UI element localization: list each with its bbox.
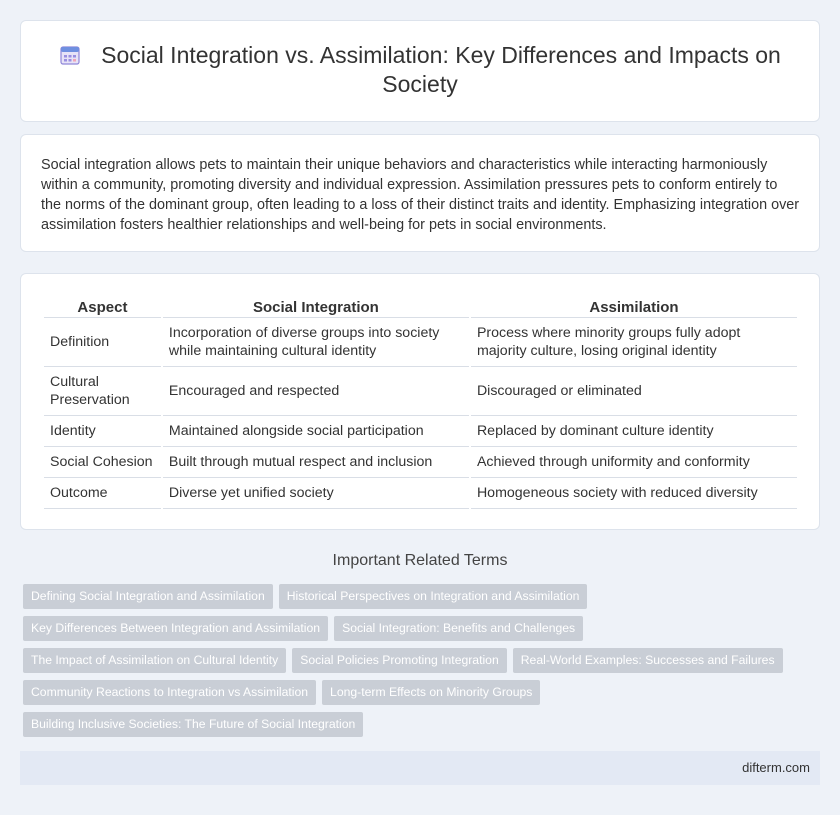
footer	[20, 751, 820, 785]
comparison-table	[42, 296, 799, 509]
related-term-tag[interactable]: Community Reactions to Integration vs Assimilation	[23, 680, 316, 705]
header-aspect: Aspect	[44, 296, 161, 318]
table-row	[44, 447, 797, 478]
related-term-tag[interactable]: Defining Social Integration and Assimilation	[23, 584, 273, 609]
summary-paragraph: Social integration allows pets to maintain their unique behaviors and characteristics while interacting harmoniously within a community, promoting diversity and individual expression. Assimilation pressures pets to conform entirely to the norms of the dominant group, often leading to a loss of their distinct traits and identity. Emphasizing integration over assimilation fosters healthier relationships and well-being for pets in social environments.	[41, 157, 800, 233]
related-term-tag[interactable]: The Impact of Assimilation on Cultural Identity	[23, 648, 286, 673]
related-term-tag[interactable]: Long-term Effects on Minority Groups	[322, 680, 540, 705]
header-social-integration: Social Integration	[163, 296, 469, 318]
related-term-tag[interactable]: Key Differences Between Integration and Assimilation	[23, 616, 328, 641]
integration-cell: Encouraged and respected	[163, 367, 469, 416]
integration-cell: Built through mutual respect and inclusion	[163, 447, 469, 478]
assimilation-cell: Achieved through uniformity and conformity	[471, 447, 797, 478]
title-card	[20, 20, 820, 122]
integration-cell: Maintained alongside social participation	[163, 416, 469, 447]
aspect-cell: Cultural Preservation	[44, 367, 161, 416]
aspect-cell: Definition	[44, 318, 161, 367]
integration-cell: Diverse yet unified society	[163, 478, 469, 509]
integration-cell: Incorporation of diverse groups into society while maintaining cultural identity	[163, 318, 469, 367]
related-term-tag[interactable]: Historical Perspectives on Integration and Assimilation	[279, 584, 588, 609]
table-header-row	[44, 296, 797, 318]
related-terms-heading: Important Related Terms	[332, 552, 508, 569]
related-term-tag[interactable]: Social Policies Promoting Integration	[292, 648, 507, 673]
aspect-cell: Identity	[44, 416, 161, 447]
table-row	[44, 416, 797, 447]
comparison-card	[20, 273, 820, 530]
aspect-cell: Outcome	[44, 478, 161, 509]
assimilation-cell: Process where minority groups fully adopt majority culture, losing original identity	[471, 318, 797, 367]
related-terms-list	[23, 584, 803, 744]
footer-site-link[interactable]: difterm.com	[742, 760, 810, 775]
table-row	[44, 478, 797, 509]
page-title	[59, 42, 781, 97]
related-term-tag[interactable]: Real-World Examples: Successes and Failures	[513, 648, 783, 673]
aspect-cell: Social Cohesion	[44, 447, 161, 478]
page-title-text: Social Integration vs. Assimilation: Key Differences and Impacts on Society	[101, 42, 781, 97]
assimilation-cell: Replaced by dominant culture identity	[471, 416, 797, 447]
calendar-icon	[59, 44, 81, 66]
summary-card	[20, 134, 820, 252]
header-assimilation: Assimilation	[471, 296, 797, 318]
table-row	[44, 367, 797, 416]
related-term-tag[interactable]: Social Integration: Benefits and Challenges	[334, 616, 583, 641]
related-term-tag[interactable]: Building Inclusive Societies: The Future of Social Integration	[23, 712, 363, 737]
assimilation-cell: Homogeneous society with reduced diversity	[471, 478, 797, 509]
assimilation-cell: Discouraged or eliminated	[471, 367, 797, 416]
table-row	[44, 318, 797, 367]
